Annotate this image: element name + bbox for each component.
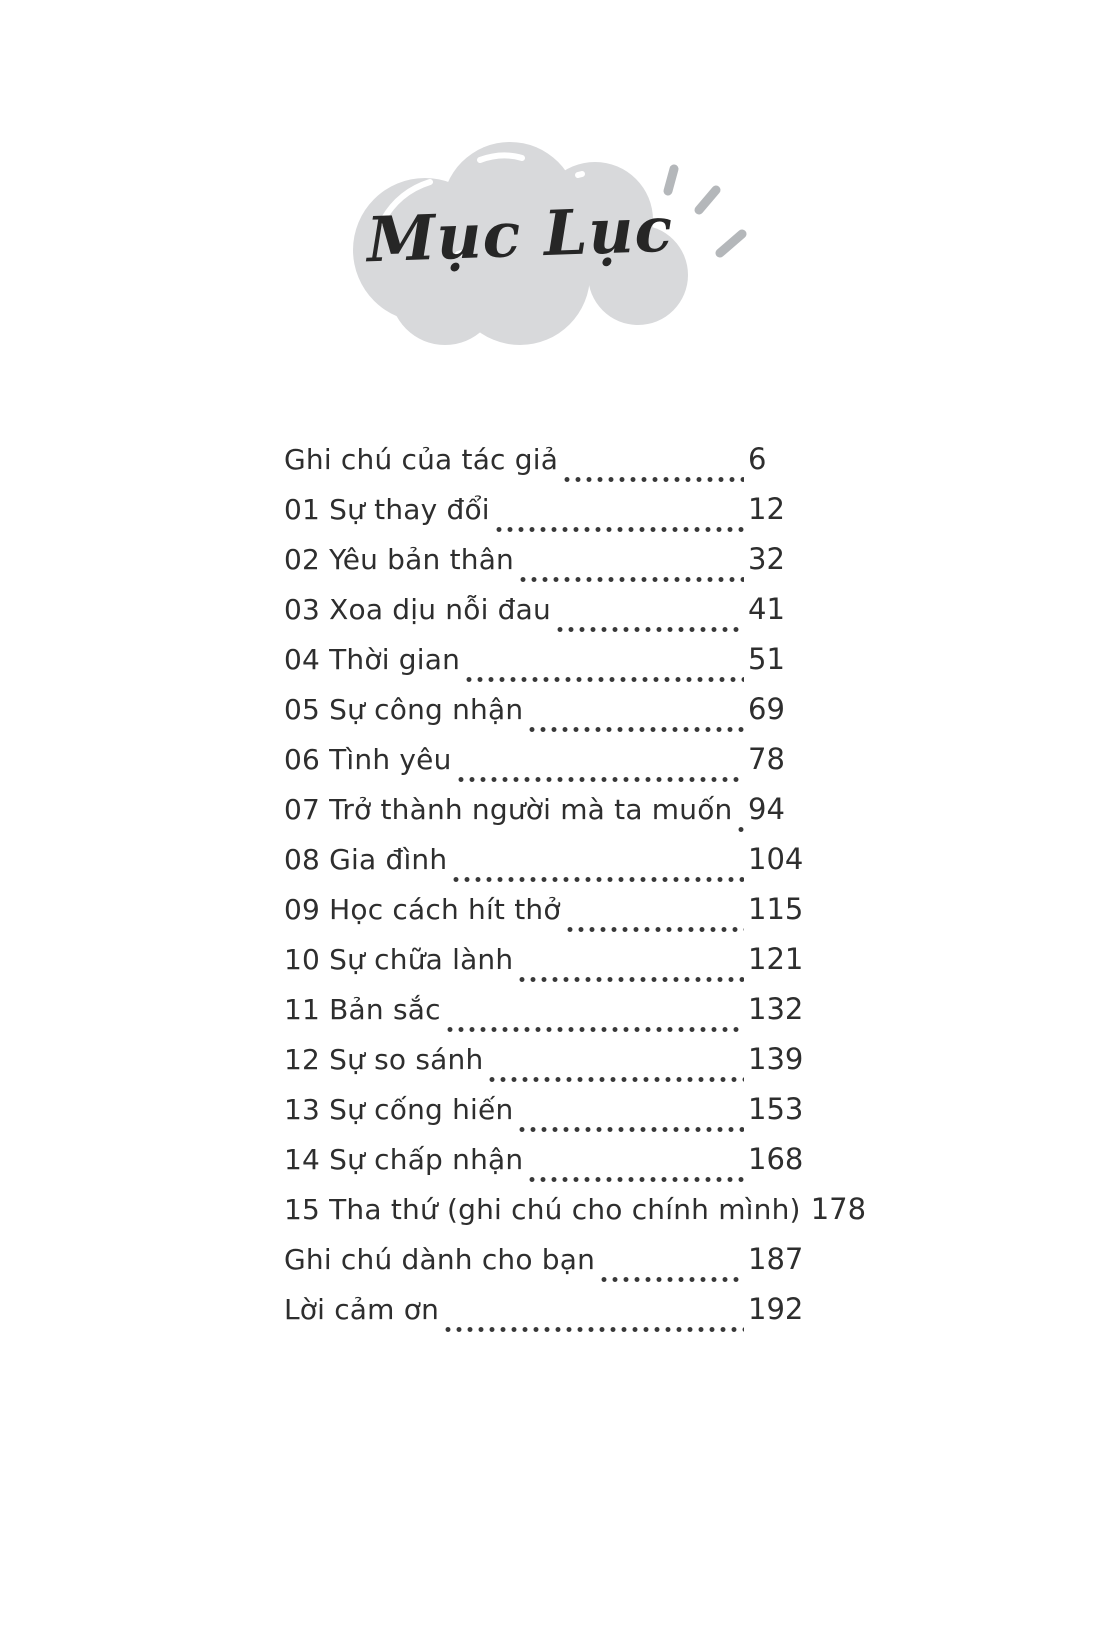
dot-leader <box>557 626 744 633</box>
toc-entry-label: 15 Tha thứ (ghi chú cho chính mình) <box>284 1193 801 1226</box>
toc-entry <box>284 742 810 792</box>
toc-entry-page-number: 139 <box>748 1042 804 1076</box>
toc-entry-label: 01 Sự thay đổi <box>284 493 490 526</box>
toc-entry-page-number: 115 <box>748 892 804 926</box>
toc-entry <box>284 992 810 1042</box>
toc-entry-page-number: 78 <box>748 742 785 776</box>
toc-entry-page-number: 168 <box>748 1142 804 1176</box>
dot-leader <box>529 726 744 733</box>
dot-leader <box>520 576 744 583</box>
toc-entry-page-number: 187 <box>748 1242 804 1276</box>
dot-leader <box>601 1276 744 1283</box>
toc-entry <box>284 942 810 992</box>
toc-entry-label: 10 Sự chữa lành <box>284 943 514 976</box>
page-title: Mục Lục <box>365 192 675 277</box>
toc-entry-label: 02 Yêu bản thân <box>284 543 514 576</box>
toc-entry <box>284 1292 810 1342</box>
toc-entry <box>284 1242 810 1292</box>
toc-entry-label: 13 Sự cống hiến <box>284 1093 514 1126</box>
toc-entry-page-number: 178 <box>810 1192 867 1226</box>
toc-entry-page-number: 132 <box>748 992 804 1026</box>
toc-entry <box>284 892 810 942</box>
dot-leader <box>519 976 744 983</box>
toc-entry-page-number: 69 <box>748 692 785 726</box>
toc-entry-label: 11 Bản sắc <box>284 993 441 1026</box>
toc-entry-label: 03 Xoa dịu nỗi đau <box>284 593 551 626</box>
toc-entry <box>284 1142 810 1192</box>
toc-entry <box>284 1192 867 1242</box>
toc-entry <box>284 592 810 642</box>
dot-leader <box>567 926 744 933</box>
toc-entry-label: Lời cảm ơn <box>284 1293 440 1326</box>
toc-entry-page-number: 94 <box>748 792 785 826</box>
toc-entry <box>284 842 810 892</box>
toc-entry-label: 14 Sự chấp nhận <box>284 1143 524 1176</box>
toc-entry-label: Ghi chú của tác giả <box>284 443 559 476</box>
toc-entry-label: 04 Thời gian <box>284 643 461 676</box>
dot-leader <box>529 1176 744 1183</box>
toc-entry-page-number: 121 <box>748 942 804 976</box>
dot-leader <box>496 526 744 533</box>
toc-entry-page-number: 51 <box>748 642 785 676</box>
toc-entry <box>284 492 810 542</box>
toc-entry-page-number: 32 <box>748 542 785 576</box>
toc-entry <box>284 792 810 842</box>
toc-list <box>284 442 867 1342</box>
toc-entry-page-number: 192 <box>748 1292 804 1326</box>
toc-entry-label: 12 Sự so sánh <box>284 1043 484 1076</box>
toc-entry <box>284 1042 810 1092</box>
dot-leader <box>519 1126 744 1133</box>
toc-entry-page-number: 41 <box>748 592 785 626</box>
toc-entry-label: 06 Tình yêu <box>284 743 452 776</box>
toc-entry-page-number: 6 <box>748 442 767 476</box>
toc-entry <box>284 542 810 592</box>
toc-entry <box>284 442 810 492</box>
dot-leader <box>489 1076 744 1083</box>
toc-entry-label: 09 Học cách hít thở <box>284 893 561 926</box>
toc-entry-page-number: 153 <box>748 1092 804 1126</box>
toc-header <box>330 130 760 370</box>
toc-entry-label: 08 Gia đình <box>284 843 448 876</box>
toc-entry-label: Ghi chú dành cho bạn <box>284 1243 596 1276</box>
dot-leader <box>447 1026 744 1033</box>
dot-leader <box>564 476 744 483</box>
toc-entry <box>284 1092 810 1142</box>
toc-entry-page-number: 12 <box>748 492 785 526</box>
dot-leader <box>453 876 744 883</box>
dot-leader <box>738 826 744 833</box>
dot-leader <box>445 1326 744 1333</box>
toc-entry-label: 07 Trở thành người mà ta muốn <box>284 793 733 826</box>
toc-entry <box>284 642 810 692</box>
dot-leader <box>458 776 744 783</box>
dot-leader <box>466 676 744 683</box>
toc-entry-page-number: 104 <box>748 842 804 876</box>
toc-entry-label: 05 Sự công nhận <box>284 693 524 726</box>
toc-entry <box>284 692 810 742</box>
